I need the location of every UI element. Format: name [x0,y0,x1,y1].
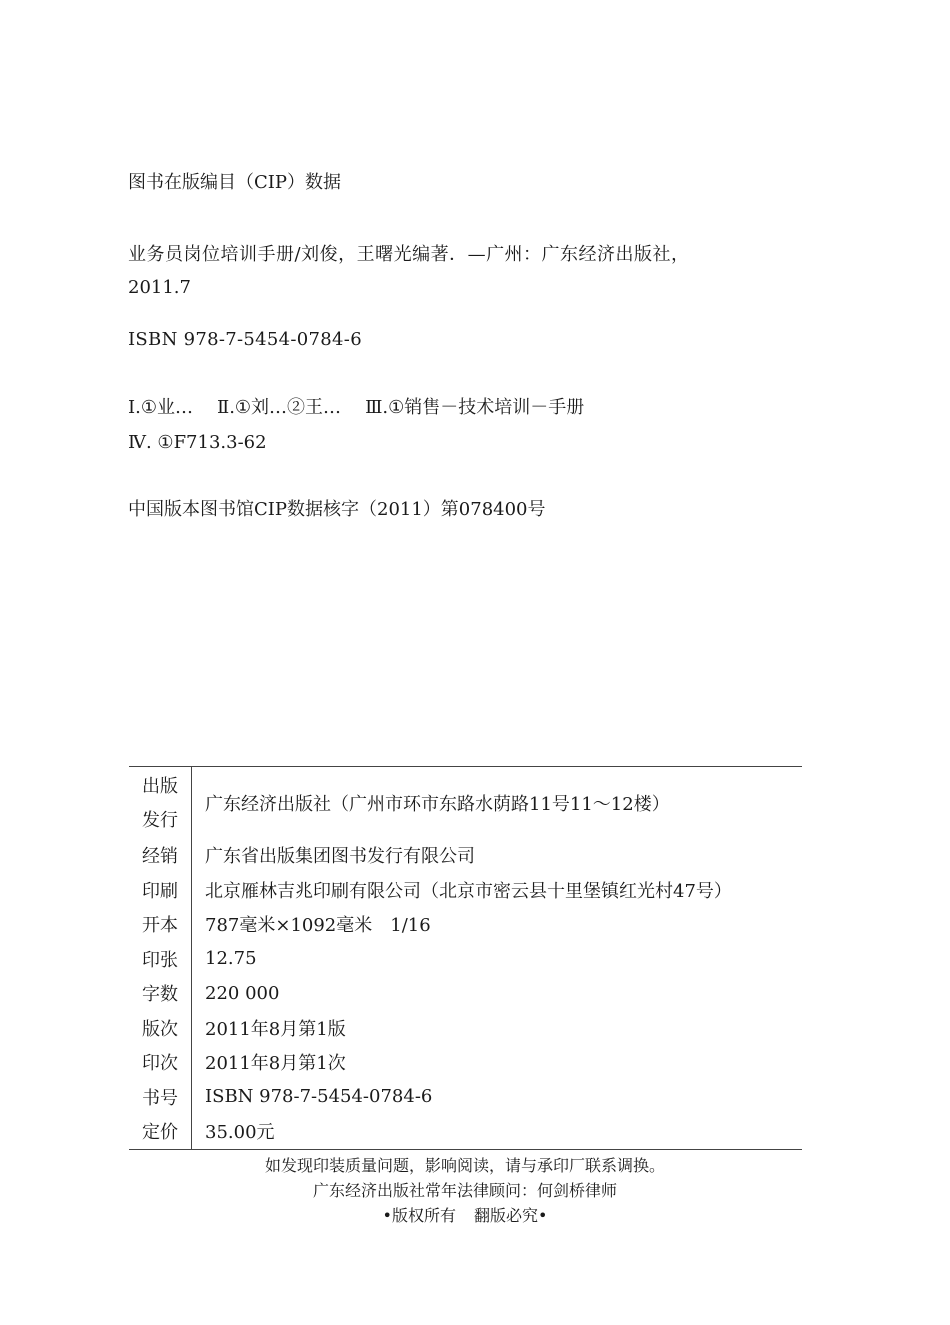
publisher-label-1: 出版 [142,775,178,797]
classification-line-2: Ⅳ. ①F713.3-62 [128,432,267,453]
publisher-label-2: 发行 [142,809,178,831]
bibliographic-line-2: 2011.7 [128,277,191,298]
copyright-left: •版权所有 [382,1206,456,1225]
table-row [129,907,802,942]
price-value: 35.00元 [205,1122,275,1144]
publisher-label [129,767,192,839]
classification-part-3: Ⅲ.①销售－技术培训－手册 [365,397,585,418]
edition-value: 2011年8月第1版 [205,1018,346,1040]
cip-title: 图书在版编目（CIP）数据 [128,172,341,193]
isbn-line: ISBN 978-7-5454-0784-6 [128,329,362,350]
table-row [129,1045,802,1080]
distributor-label: 经销 [129,838,192,873]
colophon-table [129,766,802,1150]
classification-part-2: Ⅱ.①刘…②王… [216,397,342,418]
sheets-label: 印张 [129,942,192,977]
format-label: 开本 [129,907,192,942]
bibliographic-line-1: 业务员岗位培训手册/刘俊，王曙光编著．—广州：广东经济出版社， [128,244,690,265]
footer-copyright [0,1206,930,1226]
classification-line-1 [128,397,584,419]
sheets-value: 12.75 [205,948,257,970]
booknumber-value: ISBN 978-7-5454-0784-6 [205,1086,433,1108]
footer-notice: 如发现印装质量问题，影响阅读，请与承印厂联系调换。 [264,1156,665,1175]
distributor-value: 广东省出版集团图书发行有限公司 [205,846,475,868]
table-row [129,1114,802,1149]
cip-check-number: 中国版本图书馆CIP数据核字（2011）第078400号 [128,499,546,520]
booknumber-label: 书号 [129,1080,192,1115]
wordcount-label: 字数 [129,976,192,1011]
price-label: 定价 [129,1114,192,1149]
classification-part-1: Ⅰ.①业… [128,397,193,418]
printer-value: 北京雁林吉兆印刷有限公司（北京市密云县十里堡镇红光村47号） [205,880,732,902]
printing-value: 2011年8月第1次 [205,1053,346,1075]
footer-legal-counsel: 广东经济出版社常年法律顾问：何剑桥律师 [312,1181,617,1200]
table-row [129,942,802,977]
table-row [129,976,802,1011]
format-value: 787毫米×1092毫米 1/16 [205,915,431,937]
table-row [129,767,802,839]
publisher-value: 广东经济出版社（广州市环市东路水荫路11号11～12楼） [205,793,670,815]
table-row [129,1080,802,1115]
table-row [129,838,802,873]
edition-label: 版次 [129,1011,192,1046]
copyright-right: 翻版必究• [474,1206,548,1225]
printer-label: 印刷 [129,873,192,908]
wordcount-value: 220 000 [205,982,280,1004]
table-row [129,873,802,908]
table-row [129,1011,802,1046]
printing-label: 印次 [129,1045,192,1080]
